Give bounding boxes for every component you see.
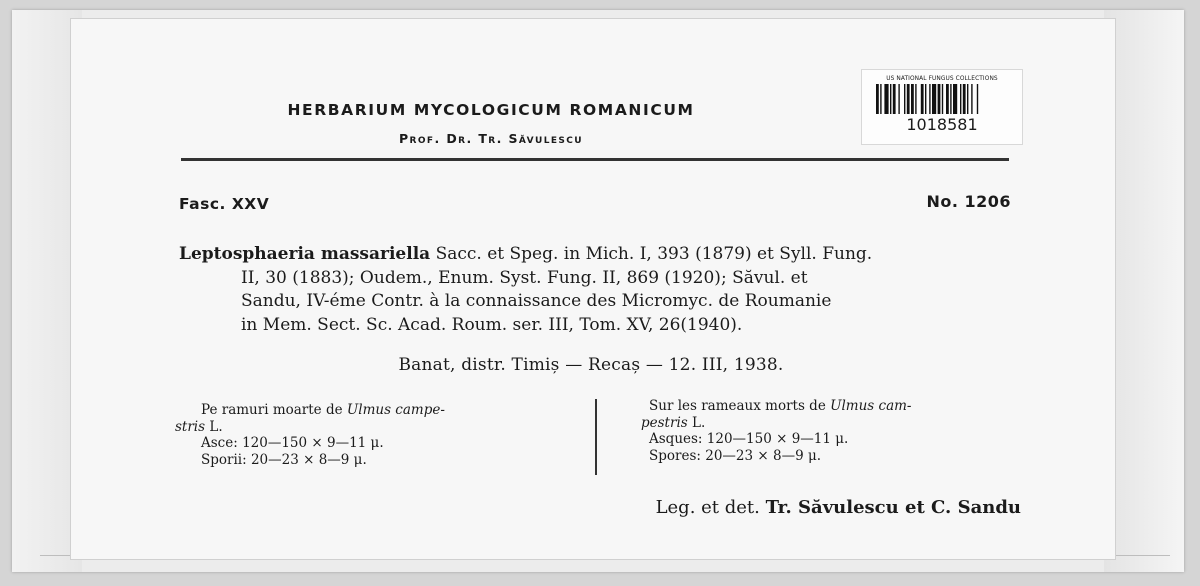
- fascicle: Fasc. XXV: [179, 195, 270, 213]
- fr-host: Ulmus cam-: [830, 398, 912, 414]
- herbarium-label: [70, 18, 1116, 560]
- header-rule: [181, 158, 1009, 161]
- herbarium-curator: [71, 131, 911, 146]
- citation-line-3: Sandu, IV-éme Contr. à la connaissance des Micromyc. de Roumanie: [241, 291, 832, 311]
- collector-names: Tr. Săvulescu et C. Sandu: [765, 497, 1021, 518]
- fr-asci: Asques: 120—150 × 9—11 μ.: [649, 431, 849, 447]
- ro-substrate-line-2: [175, 419, 575, 436]
- envelope-right-flap: [1104, 10, 1184, 572]
- barcode-sticker: [861, 69, 1023, 145]
- ro-host: Ulmus campe-: [346, 402, 445, 418]
- ro-spores: Sporii: 20—23 × 8—9 μ.: [201, 451, 367, 468]
- citation-line-2: II, 30 (1883); Oudem., Enum. Syst. Fung. II, 869 (1920); Săvul. et: [241, 267, 808, 288]
- ro-substrate-text: Pe ramuri moarte de: [201, 402, 347, 418]
- barcode-number: 1018581: [906, 115, 978, 134]
- citation-line-1-rest: Sacc. et Speg. in Mich. I, 393 (1879) et Syll. Fung.: [430, 244, 873, 264]
- ro-host-cont: stris: [175, 418, 206, 435]
- ro-asci: Asce: 120—150 × 9—11 μ.: [201, 435, 384, 451]
- collector-prefix: Leg. et det.: [655, 497, 766, 518]
- fr-substrate-line-1: [641, 398, 1041, 415]
- barcode-icon: [876, 84, 1008, 114]
- specimen-number: No. 1206: [926, 192, 1011, 211]
- ro-substrate-line-1: [175, 402, 575, 419]
- romanian-description: [175, 402, 575, 468]
- collector-line: [656, 497, 1021, 518]
- column-divider: [595, 399, 597, 475]
- fr-substrate-line-2: [641, 415, 1041, 432]
- citation-line-4: in Mem. Sect. Sc. Acad. Roum. ser. III, Tom. XV, 26(1940).: [241, 314, 743, 335]
- citation-line-1: [179, 243, 1019, 267]
- taxon-citation: [179, 243, 1019, 337]
- french-description: [641, 398, 1041, 464]
- fr-host-cont: pestris: [641, 414, 688, 431]
- locality: Banat, distr. Timiș — Recaș — 12. III, 1938.: [398, 355, 784, 375]
- barcode-institution: US NATIONAL FUNGUS COLLECTIONS: [886, 74, 998, 82]
- ro-host-author: L.: [205, 418, 223, 435]
- herbarium-title: HERBARIUM MYCOLOGICUM ROMANICUM: [287, 101, 695, 119]
- fr-host-author: L.: [687, 414, 706, 431]
- fr-spores: Spores: 20—23 × 8—9 μ.: [649, 447, 822, 464]
- curator-name: Prof. Dr. Tr. Săvulescu: [398, 131, 584, 146]
- fr-substrate-text: Sur les rameaux morts de: [649, 398, 831, 414]
- taxon-name: Leptosphaeria massariella: [179, 244, 431, 264]
